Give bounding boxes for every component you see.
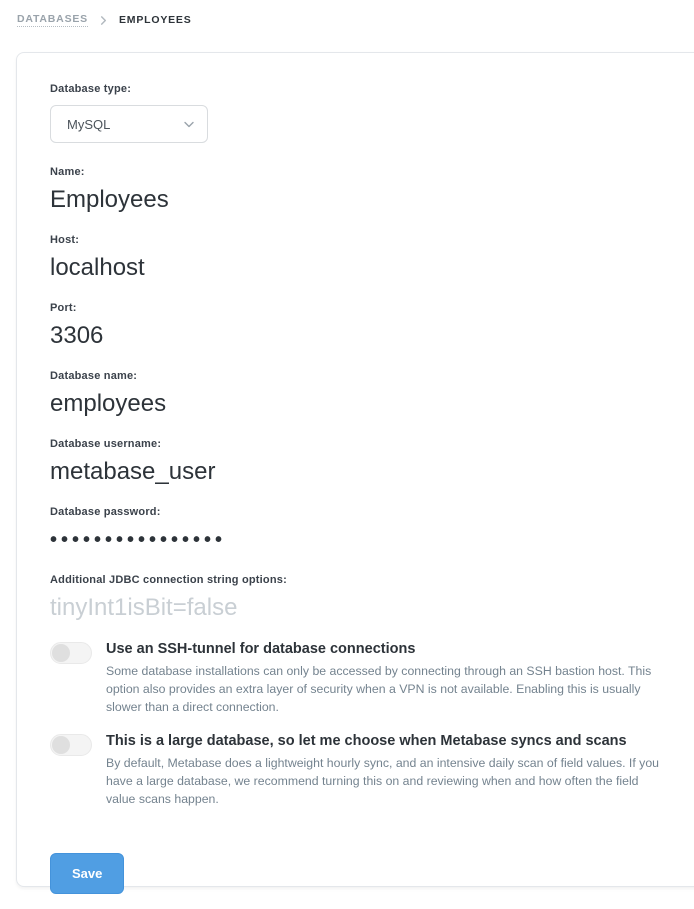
toggle-knob: [52, 736, 70, 754]
port-group: [50, 300, 675, 353]
database-type-value: MySQL: [67, 116, 111, 132]
large-database-text: [106, 732, 662, 808]
database-type-group: [50, 81, 675, 143]
jdbc-options-input[interactable]: [50, 591, 530, 625]
save-button[interactable]: Save: [50, 853, 124, 894]
database-name-input[interactable]: [50, 387, 530, 421]
database-password-input[interactable]: [50, 523, 530, 557]
toggle-knob: [52, 644, 70, 662]
database-name-group: [50, 368, 675, 421]
port-input[interactable]: [50, 319, 530, 353]
breadcrumb-databases-link[interactable]: DATABASES: [17, 13, 88, 25]
jdbc-options-label: Additional JDBC connection string options:: [50, 574, 287, 586]
ssh-tunnel-text: [106, 640, 662, 716]
chevron-down-icon: [184, 121, 194, 128]
database-username-input[interactable]: [50, 455, 530, 489]
ssh-tunnel-description: Some database installations can only be accessed by connecting through an SSH bastion host. This option also provides an extra layer of security when a VPN is not available. Enabling this is usually slower than a direct connection.: [106, 664, 652, 714]
ssh-tunnel-toggle[interactable]: [50, 642, 92, 664]
database-username-label: Database username:: [50, 438, 162, 450]
host-group: [50, 232, 675, 285]
name-label: Name:: [50, 166, 85, 178]
large-database-toggle[interactable]: [50, 734, 92, 756]
port-label: Port:: [50, 302, 77, 314]
large-database-section: [50, 732, 675, 808]
database-name-label: Database name:: [50, 370, 138, 382]
breadcrumb: [0, 0, 694, 27]
database-type-select[interactable]: [50, 105, 208, 143]
jdbc-options-group: [50, 572, 675, 625]
host-label: Host:: [50, 234, 80, 246]
database-type-label: Database type:: [50, 83, 132, 95]
name-group: [50, 164, 675, 217]
name-input[interactable]: [50, 183, 530, 217]
large-database-description: By default, Metabase does a lightweight hourly sync, and an intensive daily scan of field values. If you have a large database, we recommend turning this on and reviewing when and how often the field value scans happen.: [106, 756, 659, 807]
ssh-tunnel-section: [50, 640, 675, 716]
host-input[interactable]: [50, 251, 530, 285]
large-database-title: This is a large database, so let me choose when Metabase syncs and scans: [106, 733, 627, 750]
chevron-right-icon: [99, 16, 108, 25]
breadcrumb-current-employees: EMPLOYEES: [118, 14, 192, 26]
database-username-group: [50, 436, 675, 489]
database-password-group: [50, 504, 675, 557]
ssh-tunnel-title: Use an SSH-tunnel for database connections: [106, 641, 416, 657]
database-edit-card: [16, 52, 694, 887]
database-password-label: Database password:: [50, 506, 161, 518]
